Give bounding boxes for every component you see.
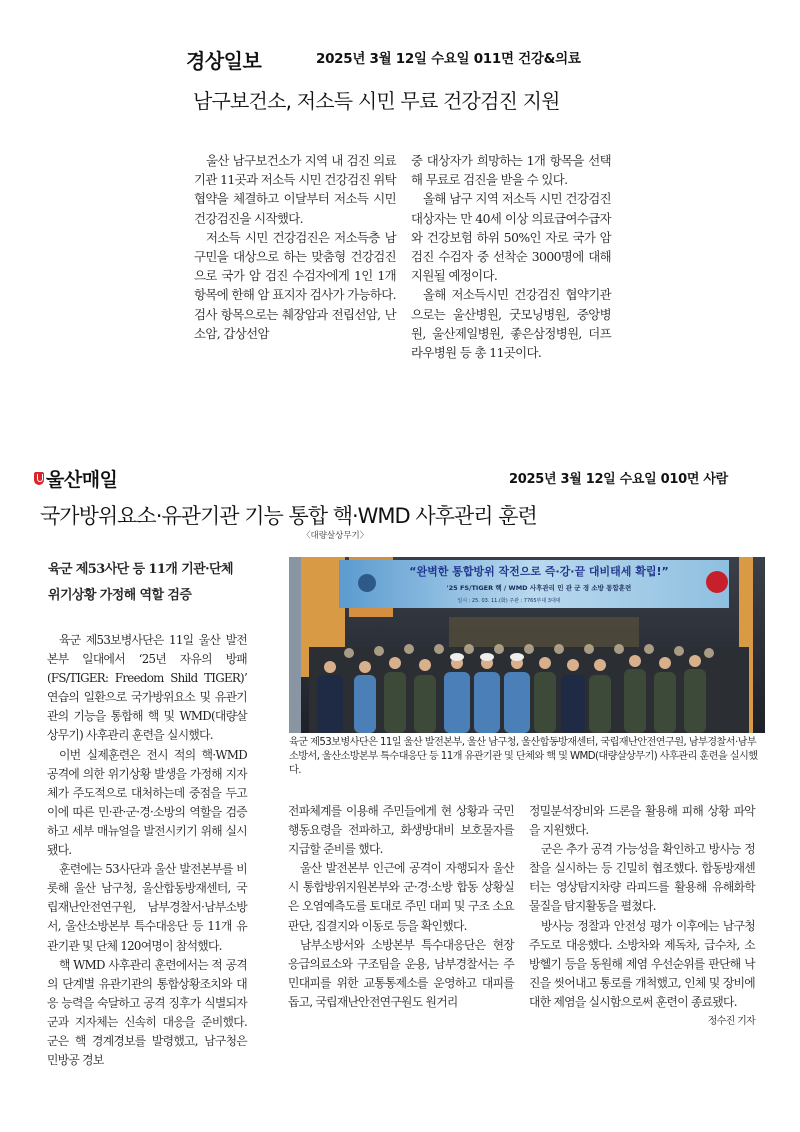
publication-logo-ulsan bbox=[34, 465, 117, 492]
paragraph: 올해 저소득시민 건강검진 협약기관으로는 울산병원, 굿모닝병원, 중앙병원, 울산제일병원, 좋은삼정병원, 더프라우병원 등 총 11곳이다. bbox=[411, 287, 611, 361]
dateline: 2025년 3월 12일 수요일 011면 건강&의료 bbox=[316, 51, 581, 67]
article-column bbox=[411, 151, 611, 362]
paragraph: 올해 남구 지역 저소득 시민 건강검진 대상자는 만 40세 이상 의료급여수급자와 건강보험 하위 50%인 자로 국가 암 검진 수검자 중 선착순 3000명에 대해 지원될 예정이다. bbox=[411, 191, 611, 284]
paragraph: 저소득 시민 건강검진은 저소득층 남구민을 대상으로 하는 맞춤형 건강검진으로 국가 암 검진 수검자에게 1인 1개 항목에 한해 암 표지자 검사가 가능하다. 검사 항목으로는 췌장암과 전립선암, 난소암, 갑상선암 bbox=[194, 229, 396, 341]
headline: 국가방위요소·유관기관 기능 통합 핵·WMD 사후관리 훈련 bbox=[40, 504, 537, 528]
paragraph: 핵 WMD 사후관리 훈련에서는 적 공격의 단계별 유관기관의 통합상황조치와 대응 능력을 숙달하고 공격 징후가 식별되자 군과 지자체는 신속히 대응을 준비했다. 군은 핵 경계경보를 발령했고, 남구청은 민방공 경보 bbox=[47, 957, 247, 1068]
headline: 남구보건소, 저소득 시민 무료 건강검진 지원 bbox=[193, 89, 560, 113]
paragraph: 울산 발전본부 인근에 공격이 자행되자 울산시 통합방위지원본부와 군·경·소방 합동 상황실은 오염예측도를 토대로 주민 대피 및 구조 소요 판단, 집결지와 이동로 등을 확인했다. bbox=[288, 861, 514, 933]
paragraph bbox=[529, 917, 755, 1028]
article-photo bbox=[289, 557, 765, 733]
headline-note: 〈대량살상무기〉 bbox=[302, 531, 369, 541]
logo-mark-icon bbox=[34, 472, 44, 485]
paragraph: 정밀분석장비와 드론을 활용해 피해 상황 파악을 지원했다. bbox=[529, 804, 755, 838]
article-column bbox=[47, 631, 247, 1070]
article-column bbox=[529, 802, 755, 1031]
group-photo-illustration bbox=[289, 557, 765, 733]
byline: 정수진 기자 bbox=[707, 1016, 755, 1028]
paragraph: 군은 추가 공격 가능성을 확인하고 방사능 정찰을 실시하는 등 긴밀히 협조했다. 합동방재센터는 영상탐지차량 라피드를 활용해 유해화학물질을 탐지활동을 펼쳤다. bbox=[529, 842, 755, 914]
photo-caption: 육군 제53보병사단은 11일 울산 발전본부, 울산 남구청, 울산합동방재센터, 국립재난안전연구원, 남부경찰서·남부소방서, 울산소방본부 특수대응단 등 11개 유관기관 및 단체와 핵 및 WMD(대량살상무기) 사후관리 훈련을 실시했다. bbox=[289, 737, 758, 776]
banner-subtitle: '25 FS/TIGER 핵 / WMD 사후관리 민 관 군 경 소방 통합훈련 bbox=[446, 584, 632, 592]
banner-title: “완벽한 통합방위 작전으로 즉·강·끝 대비태세 확립!” bbox=[409, 565, 669, 578]
publication-name: 울산매일 bbox=[46, 469, 118, 491]
crowd bbox=[309, 644, 749, 733]
subheadline-line: 육군 제53사단 등 11개 기관·단체 bbox=[48, 562, 233, 577]
paragraph: 육군 제53보병사단은 11일 울산 발전본부 일대에서 ‘25년 자유의 방패(FS/TIGER: Freedom Shild TIGER)’ 연습의 일환으로 국가방위요소 및 유관기관의 기능을 통합해 핵 및 WMD(대량살상무기) 사후관리 훈련을 실시했다. bbox=[47, 633, 247, 743]
dateline: 2025년 3월 12일 수요일 010면 사람 bbox=[509, 472, 728, 487]
article-column bbox=[194, 151, 396, 343]
paragraph: 훈련에는 53사단과 울산 발전본부를 비롯해 울산 남구청, 울산합동방재센터, 국립재난안전연구원, 남부경찰서·남부소방서, 울산소방본부 특수대응단 등 11개 유관기관 및 단체 120여명이 참석했다. bbox=[47, 862, 247, 953]
subheadline-line: 위기상황 가정해 역할 검증 bbox=[48, 588, 192, 603]
publication-logo-gyeongsang: 경상일보 bbox=[186, 49, 262, 73]
paragraph: 이번 실제훈련은 전시 적의 핵·WMD 공격에 의한 위기상황 발생을 가정해 지자체가 주도적으로 대처하는데 중점을 두고 이에 따른 민·관·군·경·소방의 역할을 검증하고 세부 매뉴얼을 발전시키기 위해 실시됐다. bbox=[47, 747, 247, 858]
article-column bbox=[288, 802, 514, 1012]
paragraph: 울산 남구보건소가 지역 내 검진 의료기관 11곳과 저소득 시민 건강검진 위탁 협약을 체결하고 이달부터 저소득 시민 건강검진을 시작했다. bbox=[194, 153, 396, 226]
paragraph: 전파체계를 이용해 주민들에게 현 상황과 국민 행동요령을 전파하고, 화생방대비 보호물자를 지급할 준비를 했다. bbox=[288, 804, 514, 857]
paragraph-text: 방사능 정찰과 안전성 평가 이후에는 남구청 주도로 대응했다. 소방차와 제독차, 급수차, 소방헬기 등을 동원해 제염 우선순위를 판단해 낙진을 씻어내고 통로를 개척했고, 인체 및 장비에 대한 제염을 실시함으로써 훈련이 종료됐다. bbox=[529, 918, 755, 1009]
paragraph: 중 대상자가 희망하는 1개 항목을 선택해 무료로 검진을 받을 수 있다. bbox=[411, 153, 611, 188]
subheadline bbox=[48, 557, 233, 609]
paragraph: 남부소방서와 소방본부 특수대응단은 현장 응급의료소와 구조팀을 운용, 남부경찰서는 주민대피를 위한 교통통제소를 운영하고 대피를 돕고, 국립재난안전연구원도 원거리 bbox=[288, 937, 514, 1009]
banner-meta: 일시 : 25. 03. 11.(화) 주관 : 7765부대 3대대 bbox=[457, 598, 561, 604]
